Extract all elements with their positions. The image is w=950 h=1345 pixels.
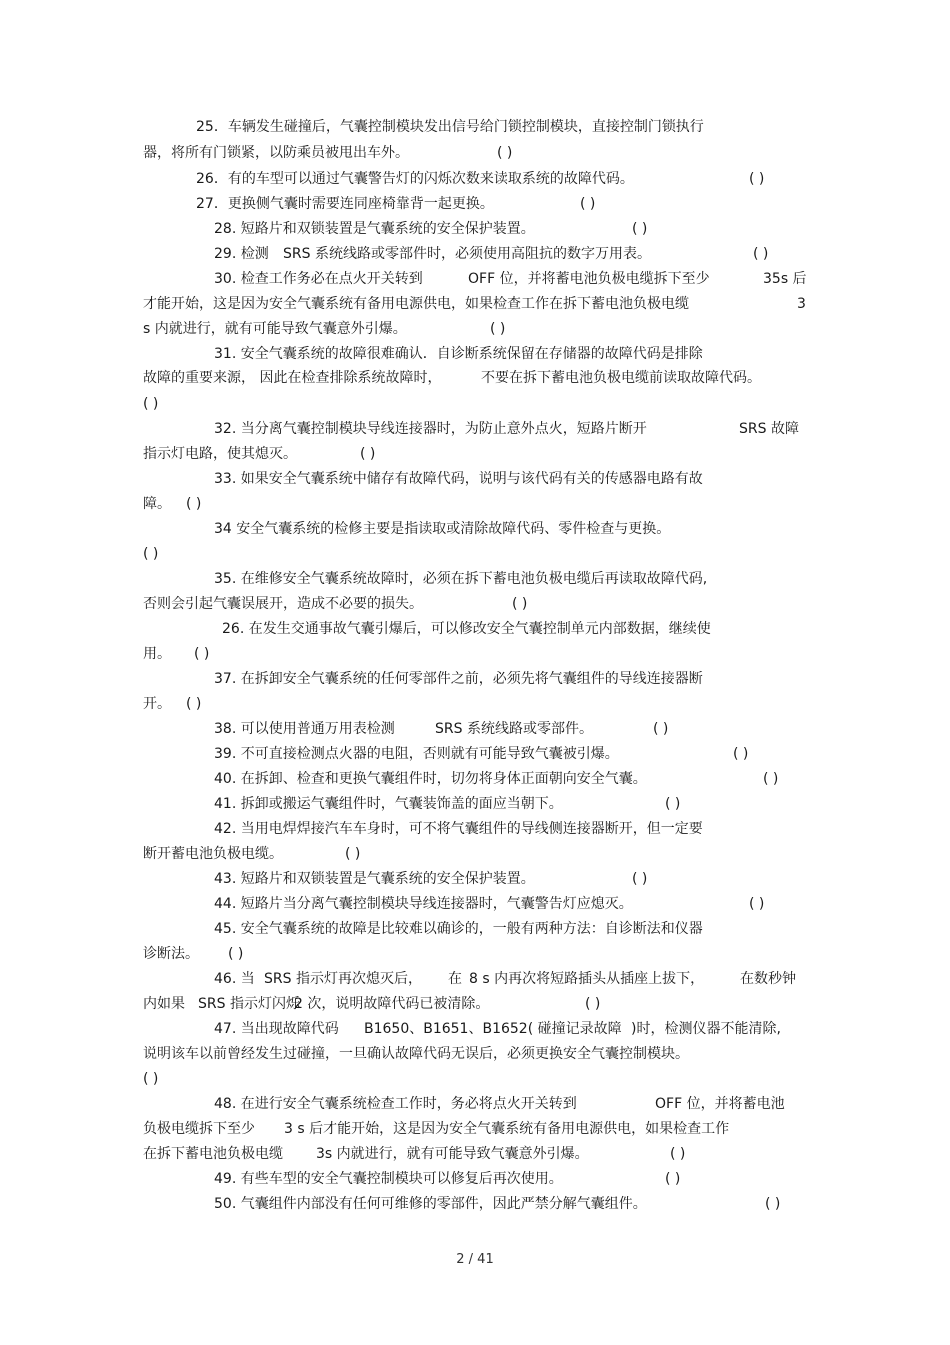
text-segment: 44. 短路片当分离气囊控制模块导线连接器时，气囊警告灯应熄灭。 <box>214 896 633 912</box>
text-segment: 才能开始，这是因为安全气囊系统有备用电源供电，如果检查工作在拆下蓄电池负极电缆 <box>143 296 689 312</box>
text-line <box>0 1068 950 1090</box>
text-segment: 39. 不可直接检测点火器的电阻，否则就有可能导致气囊被引爆。 <box>214 746 619 762</box>
text-segment: 34 安全气囊系统的检修主要是指读取或清除故障代码、零件检查与更换。 <box>214 521 671 537</box>
text-segment: 否则会引起气囊误展开，造成不必要的损失。 <box>143 596 423 612</box>
text-segment: 42. 当用电焊焊接汽车车身时，可不将气囊组件的导线侧连接器断开，但一定要 <box>214 821 703 837</box>
text-segment: s 内就进行，就有可能导致气囊意外引爆。 <box>143 321 407 337</box>
text-segment: 障。 <box>143 496 171 512</box>
text-line <box>0 193 950 215</box>
text-segment: 25．车辆发生碰撞后，气囊控制模块发出信号给门锁控制模块，直接控制门锁执行 <box>196 119 704 135</box>
text-segment: OFF 位，并将蓄电池 <box>655 1096 785 1112</box>
page-number: 2 / 41 <box>456 1252 494 1267</box>
text-line <box>0 1043 950 1065</box>
answer-bracket: ( ) <box>665 796 681 812</box>
text-segment: SRS 系统线路或零部件。 <box>435 721 593 737</box>
text-line <box>0 493 950 515</box>
text-line <box>0 868 950 890</box>
text-line <box>0 268 950 290</box>
text-segment: 不要在拆下蓄电池负极电缆前读取故障代码。 <box>481 370 761 386</box>
text-line <box>0 293 950 315</box>
text-segment: 说明该车以前曾经发生过碰撞，一旦确认故障代码无误后，必须更换安全气囊控制模块。 <box>143 1046 689 1062</box>
text-line <box>0 993 950 1015</box>
answer-bracket: ( ) <box>186 496 202 512</box>
text-segment: 3s 内就进行，就有可能导致气囊意外引爆。 <box>316 1146 589 1162</box>
text-line <box>0 343 950 365</box>
answer-bracket: ( ) <box>632 221 648 237</box>
text-line <box>0 243 950 265</box>
text-line <box>0 218 950 240</box>
text-segment: 35. 在维修安全气囊系统故障时，必须在拆下蓄电池负极电缆后再读取故障代码, <box>214 571 708 587</box>
text-line <box>0 718 950 740</box>
answer-bracket: ( ) <box>194 646 210 662</box>
text-segment: 45. 安全气囊系统的故障是比较难以确诊的，一般有两种方法：自诊断法和仪器 <box>214 921 703 937</box>
answer-bracket: ( ) <box>345 846 361 862</box>
text-segment: 断开蓄电池负极电缆。 <box>143 846 283 862</box>
text-segment: 32. 当分离气囊控制模块导线连接器时，为防止意外点火，短路片断开 <box>214 421 647 437</box>
text-line <box>0 768 950 790</box>
text-segment: B1650、B1651、B1652( 碰撞记录故障 <box>364 1021 622 1037</box>
answer-bracket: ( ) <box>763 771 779 787</box>
text-segment: )时，检测仪器不能清除, <box>631 1021 781 1037</box>
answer-bracket: ( ) <box>765 1196 781 1212</box>
answer-bracket: ( ) <box>670 1146 686 1162</box>
answer-bracket: ( ) <box>360 446 376 462</box>
answer-bracket: ( ) <box>512 596 528 612</box>
text-segment: 43. 短路片和双锁装置是气囊系统的安全保护装置。 <box>214 871 535 887</box>
answer-bracket: ( ) <box>490 321 506 337</box>
text-line <box>0 1168 950 1190</box>
text-segment: 50. 气囊组件内部没有任何可维修的零部件，因此严禁分解气囊组件。 <box>214 1196 647 1212</box>
text-line <box>0 1143 950 1165</box>
text-segment: 38. 可以使用普通万用表检测 <box>214 721 395 737</box>
text-segment: 47. 当出现故障代码 <box>214 1021 339 1037</box>
text-segment: 指示灯电路，使其熄灭。 <box>143 446 297 462</box>
text-segment: 48. 在进行安全气囊系统检查工作时，务必将点火开关转到 <box>214 1096 577 1112</box>
text-segment: 在 <box>448 971 462 987</box>
answer-bracket: ( ) <box>186 696 202 712</box>
text-segment: SRS 系统线路或零部件时，必须使用高阻抗的数字万用表。 <box>283 246 651 262</box>
text-segment: 46. 当 <box>214 971 255 987</box>
text-line <box>0 793 950 815</box>
answer-bracket: ( ) <box>585 996 601 1012</box>
text-line <box>0 116 950 138</box>
text-line <box>0 367 950 389</box>
text-line <box>0 443 950 465</box>
text-segment: 30. 检查工作务必在点火开关转到 <box>214 271 423 287</box>
text-line <box>0 893 950 915</box>
text-line <box>0 743 950 765</box>
text-segment: 26．有的车型可以通过气囊警告灯的闪烁次数来读取系统的故障代码。 <box>196 171 634 187</box>
text-line <box>0 1018 950 1040</box>
text-segment: SRS 故障 <box>739 421 799 437</box>
text-line <box>0 643 950 665</box>
answer-bracket: ( ) <box>749 171 765 187</box>
text-segment: 28. 短路片和双锁装置是气囊系统的安全保护装置。 <box>214 221 535 237</box>
text-segment: 负极电缆拆下至少 <box>143 1121 255 1137</box>
text-segment: 35s 后 <box>763 271 807 287</box>
text-segment: 37. 在拆卸安全气囊系统的任何零部件之前，必须先将气囊组件的导线连接器断 <box>214 671 703 687</box>
text-line <box>0 1193 950 1215</box>
answer-bracket: ( ) <box>143 1071 159 1087</box>
text-segment: 8 s 内再次将短路插头从插座上拔下， <box>469 971 705 987</box>
text-segment: 3 s 后才能开始，这是因为安全气囊系统有备用电源供电，如果检查工作 <box>284 1121 730 1137</box>
text-segment: 用。 <box>143 646 171 662</box>
text-segment: SRS 指示灯再次熄灭后， <box>264 971 422 987</box>
text-line <box>0 618 950 640</box>
text-segment: SRS 指示灯闪烁 <box>198 996 300 1012</box>
answer-bracket: ( ) <box>143 546 159 562</box>
text-line <box>0 918 950 940</box>
text-segment: 27．更换侧气囊时需要连同座椅靠背一起更换。 <box>196 196 494 212</box>
text-line <box>0 818 950 840</box>
text-line <box>0 668 950 690</box>
text-segment: 内如果 <box>143 996 185 1012</box>
answer-bracket: ( ) <box>228 946 244 962</box>
text-segment: 器，将所有门锁紧，以防乘员被甩出车外。 <box>143 145 409 161</box>
text-segment: 40. 在拆卸、检查和更换气囊组件时，切勿将身体正面朝向安全气囊。 <box>214 771 647 787</box>
text-line <box>0 142 950 164</box>
answer-bracket: ( ) <box>753 246 769 262</box>
answer-bracket: ( ) <box>632 871 648 887</box>
text-line <box>0 468 950 490</box>
answer-bracket: ( ) <box>143 396 159 412</box>
text-segment: 开。 <box>143 696 171 712</box>
answer-bracket: ( ) <box>580 196 596 212</box>
text-line <box>0 543 950 565</box>
answer-bracket: ( ) <box>733 746 749 762</box>
text-segment: 在数秒钟 <box>740 971 796 987</box>
text-segment: 41. 拆卸或搬运气囊组件时，气囊装饰盖的面应当朝下。 <box>214 796 563 812</box>
text-line <box>0 843 950 865</box>
text-line <box>0 418 950 440</box>
text-segment: 26. 在发生交通事故气囊引爆后，可以修改安全气囊控制单元内部数据，继续使 <box>222 621 711 637</box>
text-segment: 31. 安全气囊系统的故障很难确认．自诊断系统保留在存储器的故障代码是排除 <box>214 346 703 362</box>
text-segment: 49. 有些车型的安全气囊控制模块可以修复后再次使用。 <box>214 1171 563 1187</box>
text-line <box>0 1118 950 1140</box>
text-segment: 故障的重要来源， 因此在检查排除系统故障时， <box>143 370 442 386</box>
text-segment: 诊断法。 <box>143 946 199 962</box>
text-line <box>0 168 950 190</box>
text-segment: 29. 检测 <box>214 246 269 262</box>
text-line <box>0 593 950 615</box>
text-segment: 2 次，说明故障代码已被清除。 <box>294 996 490 1012</box>
text-line <box>0 393 950 415</box>
answer-bracket: ( ) <box>749 896 765 912</box>
text-line <box>0 568 950 590</box>
text-line <box>0 968 950 990</box>
text-segment: 3 <box>797 296 806 312</box>
text-line <box>0 318 950 340</box>
text-line <box>0 1093 950 1115</box>
answer-bracket: ( ) <box>665 1171 681 1187</box>
text-line <box>0 518 950 540</box>
answer-bracket: ( ) <box>653 721 669 737</box>
text-line <box>0 943 950 965</box>
text-segment: OFF 位，并将蓄电池负极电缆拆下至少 <box>468 271 710 287</box>
answer-bracket: ( ) <box>497 145 513 161</box>
text-line <box>0 693 950 715</box>
text-segment: 在拆下蓄电池负极电缆 <box>143 1146 283 1162</box>
text-segment: 33. 如果安全气囊系统中储存有故障代码，说明与该代码有关的传感器电路有故 <box>214 471 703 487</box>
